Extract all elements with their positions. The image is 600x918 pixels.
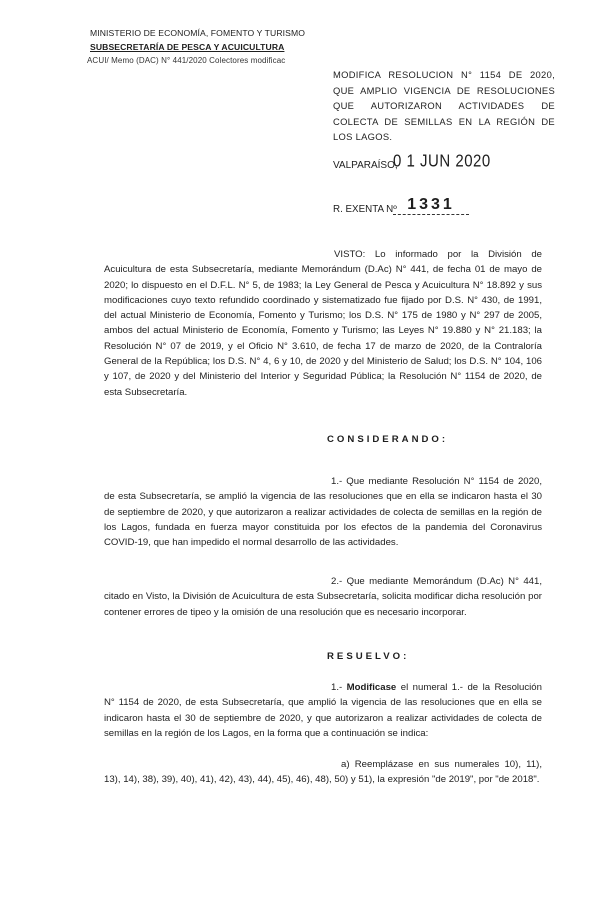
resuelvo-item-a-text: Reemplázase en sus numerales 10), 11), 13), 14), 38), 39), 40), 41), 42), 43), 44), 45), 46), 48), 50) y 51), la expresión "de 2019", por "de 2018". bbox=[104, 759, 543, 786]
considerando-heading: CONSIDERANDO: bbox=[327, 434, 449, 445]
document-title: MODIFICA RESOLUCION N° 1154 DE 2020, QUE AMPLIO VIGENCIA DE RESOLUCIONES QUE AUTORIZARON ACTIVIDADES DE COLECTA DE SEMILLAS EN LA REGIÓN DE LOS LAGOS. bbox=[333, 69, 555, 142]
visto-paragraph bbox=[104, 247, 542, 400]
considerando-item-1 bbox=[104, 474, 542, 550]
resuelvo-item-1-num: 1.- bbox=[331, 682, 343, 693]
considerando-item-2 bbox=[104, 574, 542, 620]
ministry-header: MINISTERIO DE ECONOMÍA, FOMENTO Y TURISMO bbox=[90, 28, 305, 38]
subsecretaria-header: SUBSECRETARÍA DE PESCA Y ACUICULTURA bbox=[90, 42, 285, 52]
considerando-item-1-text: Que mediante Resolución N° 1154 de 2020, de esta Subsecretaría, se amplió la vigencia de las resoluciones que en ella se indicaron hasta el 30 de septiembre de 2020, y que autorizaron a realizar actividades de colecta de semillas en la región de los Lagos, fundada en fuerza mayor constituida por los efectos de la pandemia del Coronavirus COVID-19, que han impedido el normal desarrollo de las actividades. bbox=[104, 476, 542, 549]
resuelvo-item-1-text: el numeral 1.- de la Resolución N° 1154 de 2020, de esta Subsecretaría, que amplió la vigencia de las resoluciones que en ella se indicaron hasta el 30 de septiembre de 2020, y que autorizaron a realizar actividades de colecta de semillas en la región de los Lagos, en la forma que a continuación se indica: bbox=[104, 682, 542, 739]
resolution-label: R. EXENTA Nº bbox=[333, 204, 397, 215]
resuelvo-item-a bbox=[104, 757, 542, 788]
date-stamp: 0 1 JUN 2020 bbox=[393, 151, 491, 172]
resuelvo-heading: RESUELVO: bbox=[327, 651, 410, 662]
visto-heading: VISTO: bbox=[334, 249, 366, 260]
resuelvo-item-a-num: a) bbox=[341, 759, 350, 770]
resuelvo-item-1-bold: Modificase bbox=[346, 682, 397, 693]
visto-text: Lo informado por la División de Acuicultura de esta Subsecretaría, mediante Memorándum (D.Ac) N° 441, de fecha 01 de mayo de 2020; lo dispuesto en el D.F.L. N° 5, de 1983; la Ley General de Pesca y Acuicultura N° 18.892 y sus modificaciones cuyo texto refundido coordinado y sistematizado fue fijado por D.S. N° 430, de 1991, del actual Ministerio de Economía, Fomento y Turismo; los D.S. N° 175 de 1980 y N° 297 de 2005, ambos del actual Ministerio de Economía, Fomento y Turismo; las Leyes N° 19.880 y N° 21.183; la Resolución N° 07 de 2019, y el Oficio N° 3.610, de fecha 17 de marzo de 2020, de la Contraloría General de la República; los D.S. N° 4, 6 y 10, de 2020 y del Ministerio de Salud; los D.S. N° 104, 106 y 107, de 2020 y del Ministerio del Interior y Seguridad Pública; la Resolución N° 1154 de 2020, de esta Subsecretaría. bbox=[104, 249, 542, 398]
considerando-item-2-num: 2.- bbox=[331, 576, 343, 587]
resuelvo-item-1 bbox=[104, 680, 542, 741]
considerando-item-1-num: 1.- bbox=[331, 476, 343, 487]
place-label: VALPARAÍSO, bbox=[333, 160, 398, 171]
considerando-item-2-text: Que mediante Memorándum (D.Ac) N° 441, citado en Visto, la División de Acuicultura de esta Subsecretaría, solicita modificar dicha resolución por contener errores de tipeo y la omisión de una resolución que es necesario incorporar. bbox=[104, 576, 542, 618]
resolution-number: 1331 bbox=[393, 195, 469, 215]
memo-reference: ACUI/ Memo (DAC) N° 441/2020 Colectores modificac bbox=[87, 56, 286, 65]
